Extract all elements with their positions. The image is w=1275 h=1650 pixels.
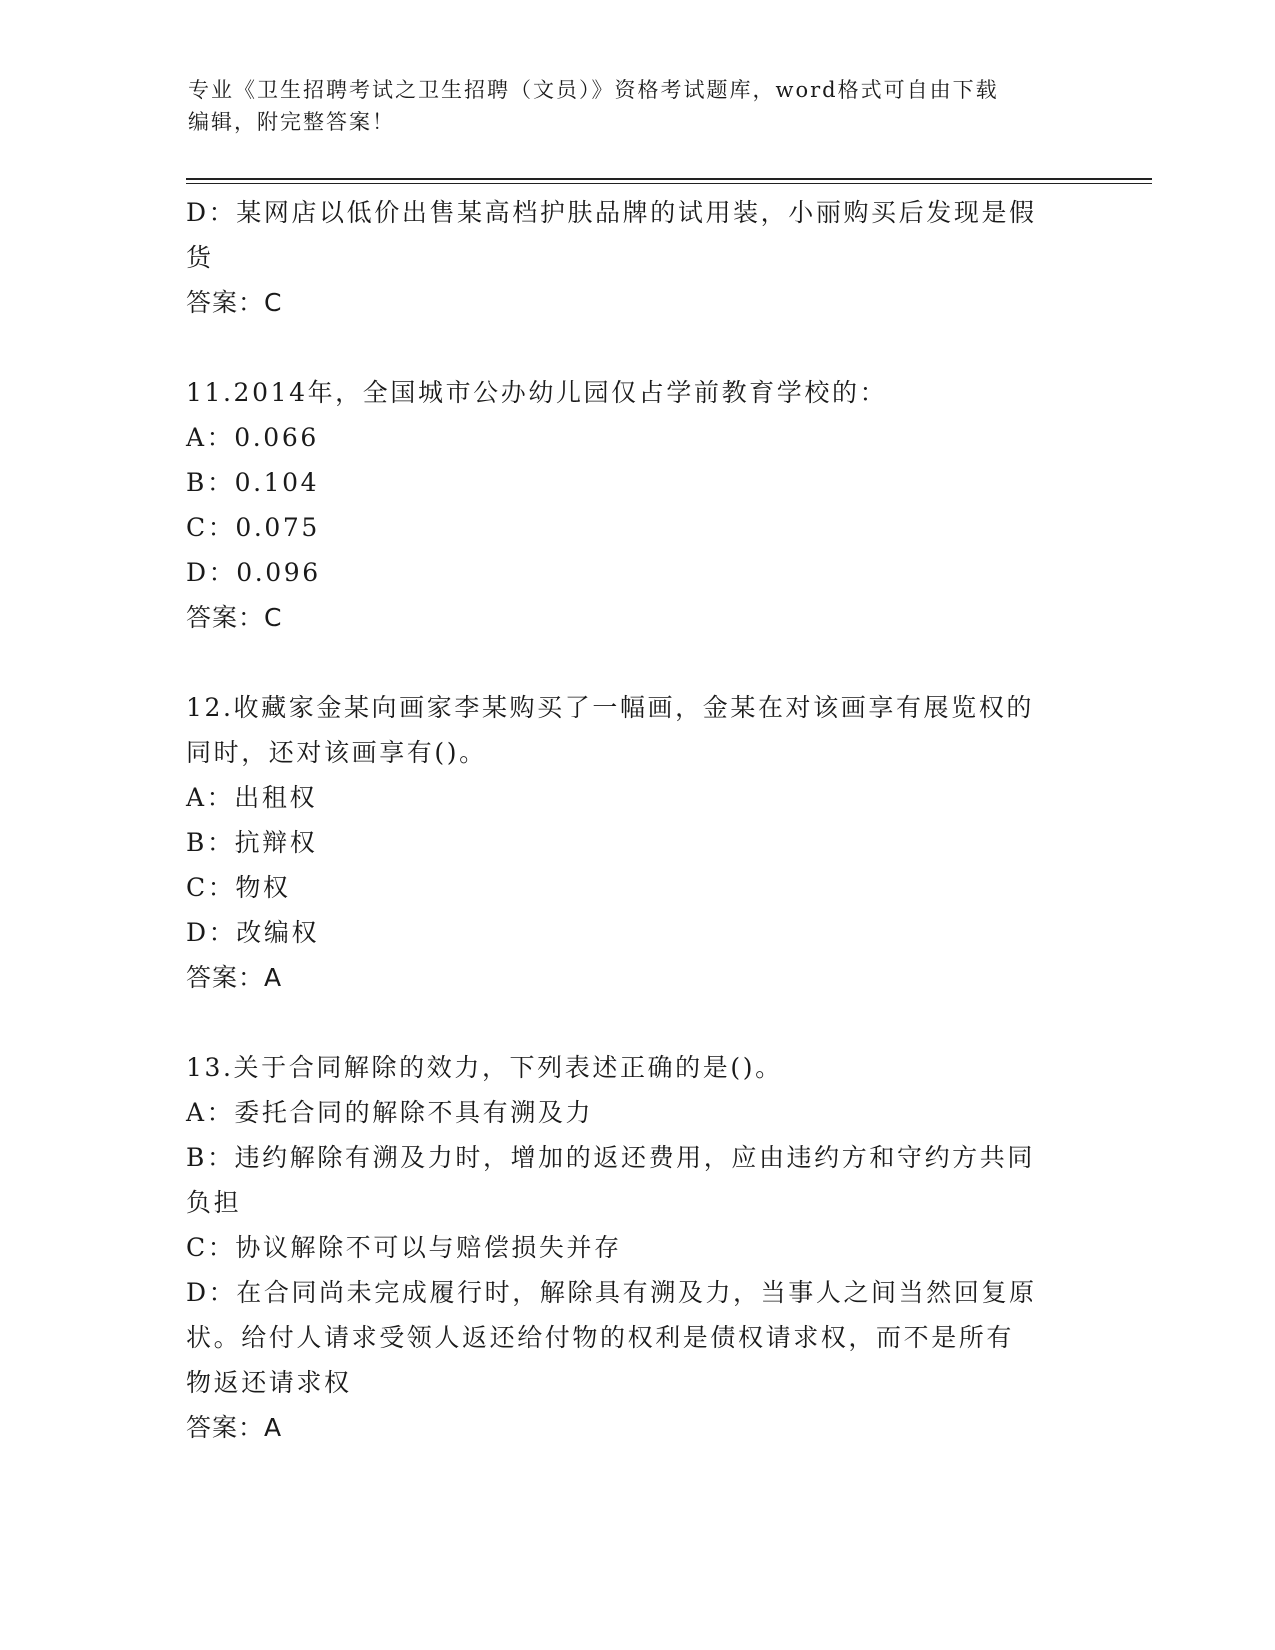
q12-answer: 答案：A	[186, 963, 283, 992]
spacer	[186, 1000, 1086, 1045]
q12-option-c: C：物权	[186, 873, 291, 902]
q12-option-a: A：出租权	[186, 783, 318, 812]
q12-option-d: D：改编权	[186, 918, 320, 947]
document-header	[188, 74, 1088, 138]
question-11	[186, 370, 1086, 640]
q13-option-b-line-1: B：违约解除有溯及力时，增加的返还费用，应由违约方和守约方共同	[186, 1143, 1035, 1172]
spacer	[186, 640, 1086, 685]
header-title-line-2: 编辑，附完整答案！	[188, 110, 395, 134]
q11-option-d: D：0.096	[186, 558, 321, 587]
q13-option-d-line-2: 状。给付人请求受领人返还给付物的权利是债权请求权，而不是所有	[186, 1323, 1015, 1352]
q13-stem: 13.关于合同解除的效力，下列表述正确的是()。	[186, 1053, 783, 1082]
q11-option-b: B：0.104	[186, 468, 320, 497]
q10-option-d-line-2: 货	[186, 243, 214, 272]
q12-option-b: B：抗辩权	[186, 828, 318, 857]
q12-stem-line-1: 12.收藏家金某向画家李某购买了一幅画，金某在对该画享有展览权的	[186, 693, 1034, 722]
header-divider-thin	[186, 183, 1152, 184]
q11-answer: 答案：C	[186, 603, 283, 632]
q11-option-a: A：0.066	[186, 423, 319, 452]
q12-stem-line-2: 同时，还对该画享有()。	[186, 738, 487, 767]
question-10-tail	[186, 190, 1086, 325]
question-12	[186, 685, 1086, 1000]
q13-option-b-line-2: 负担	[186, 1188, 242, 1217]
q13-option-c: C：协议解除不可以与赔偿损失并存	[186, 1233, 622, 1262]
header-divider-thick	[186, 178, 1152, 180]
q13-option-a: A：委托合同的解除不具有溯及力	[186, 1098, 594, 1127]
q10-answer: 答案：C	[186, 288, 283, 317]
q13-option-d-line-1: D：在合同尚未完成履行时，解除具有溯及力，当事人之间当然回复原	[186, 1278, 1037, 1307]
q10-option-d-line-1: D：某网店以低价出售某高档护肤品牌的试用装，小丽购买后发现是假	[186, 198, 1037, 227]
question-content	[186, 190, 1086, 1450]
spacer	[186, 325, 1086, 370]
question-13	[186, 1045, 1086, 1450]
header-title-line-1: 专业《卫生招聘考试之卫生招聘（文员）》资格考试题库，word格式可自由下载	[188, 78, 999, 102]
q13-answer: 答案：A	[186, 1413, 283, 1442]
q11-stem: 11.2014年，全国城市公办幼儿园仅占学前教育学校的：	[186, 378, 888, 407]
q13-option-d-line-3: 物返还请求权	[186, 1368, 352, 1397]
q11-option-c: C：0.075	[186, 513, 320, 542]
